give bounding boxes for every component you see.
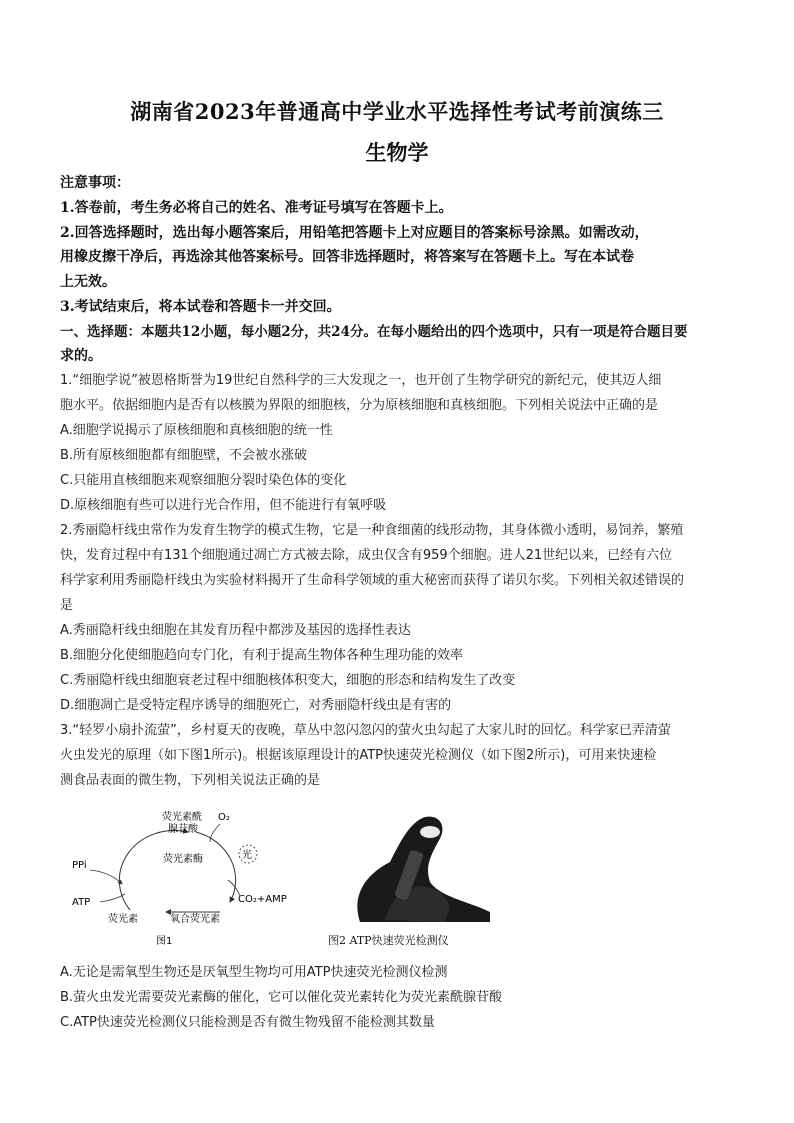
q3-stem: 3.“轻罗小扇扑流萤”，乡村夏天的夜晚，草丛中忽闪忽闪的萤火虫勾起了大家儿时的回忆。科学家已弄清萤	[60, 723, 671, 738]
notice-item: 用橡皮擦干净后，再选涂其他答案标号。回答非选择题时，将答案写在答题卡上。写在本试卷	[60, 249, 634, 265]
q3-stem: 测食品表面的微生物，下列相关说法正确的是	[60, 773, 321, 788]
svg-text:腺苷酸: 腺苷酸	[168, 824, 198, 835]
svg-text:荧光素酰: 荧光素酰	[162, 812, 202, 823]
exam-title: 湖南省2023年普通高中学业水平选择性考试考前演练三	[130, 99, 664, 124]
figure-2-caption: 图2 ATP快速荧光检测仪	[328, 934, 449, 947]
notice-item: 1.答卷前，考生务必将自己的姓名、准考证号填写在答题卡上。	[60, 200, 453, 216]
notice-heading: 注意事项：	[60, 175, 130, 191]
q3-option-c: C.ATP快速荧光检测仪只能检测是否有微生物残留不能检测其数量	[60, 1015, 435, 1030]
svg-text:氧合荧光素: 氧合荧光素	[170, 914, 220, 925]
q3-option-b: B.萤火虫发光需要荧光素酶的催化，它可以催化荧光素转化为荧光素酰腺苷酸	[60, 990, 503, 1005]
q1-option-a: A.细胞学说揭示了原核细胞和真核细胞的统一性	[60, 423, 333, 438]
q3-option-a: A.无论是需氧型生物还是厌氧型生物均可用ATP快速荧光检测仪检测	[60, 965, 448, 980]
svg-text:CO₂+AMP: CO₂+AMP	[238, 894, 287, 905]
q2-option-c: C.秀丽隐杆线虫细胞衰老过程中细胞核体积变大，细胞的形态和结构发生了改变	[60, 673, 516, 688]
figure-1-reaction-cycle	[70, 810, 310, 950]
q1-option-c: C.只能用直核细胞来观察细胞分裂时染色体的变化	[60, 473, 347, 488]
notice-item: 3.考试结束后，将本试卷和答题卡一并交回。	[60, 299, 341, 315]
cycle-arrow-left	[119, 830, 188, 910]
q2-stem: 是	[60, 598, 74, 613]
q1-option-d: D.原核细胞有些可以进行光合作用，但不能进行有氧呼吸	[60, 498, 387, 513]
svg-text:光: 光	[242, 850, 252, 861]
subject-title: 生物学	[365, 140, 429, 165]
svg-text:荧光素酶: 荧光素酶	[163, 854, 203, 865]
q3-stem: 火虫发光的原理（如下图1所示)。根据该原理设计的ATP快速荧光检测仪（如下图2所示)，可用来快速检	[60, 748, 657, 763]
figure-2-detector-photo	[330, 812, 490, 922]
cycle-arrow-right	[196, 832, 236, 902]
svg-text:ATP: ATP	[72, 897, 91, 908]
svg-text:图1: 图1	[156, 936, 173, 947]
svg-text:PPi: PPi	[72, 860, 87, 871]
q2-stem: 快，发育过程中有131个细胞通过凋亡方式被去除，成虫仅含有959个细胞。进人21世纪以来，已经有六位	[60, 548, 673, 563]
q1-stem: 胞水平。依据细胞内是否有以核膜为界限的细胞核，分为原核细胞和真核细胞。下列相关说法中正确的是	[60, 398, 659, 413]
section-heading: 一、选择题：本题共12小题，每小题2分，共24分。在每小题给出的四个选项中，只有一项是符合题目要	[60, 324, 688, 340]
q2-option-a: A.秀丽隐杆线虫细胞在其发育历程中都涉及基因的选择性表达	[60, 623, 411, 638]
notice-item: 上无效。	[60, 274, 116, 290]
q2-stem: 2.秀丽隐杆线虫常作为发育生物学的模式生物，它是一种食细菌的线形动物，其身体微小透明，易饲养，繁殖	[60, 523, 684, 538]
q2-stem: 科学家利用秀丽隐杆线虫为实验材料揭开了生命科学领域的重大秘密而获得了诺贝尔奖。下列相关叙述错误的	[60, 573, 685, 588]
svg-text:荧光素: 荧光素	[108, 914, 138, 925]
q1-option-b: B.所有原核细胞都有细胞壁，不会被水涨破	[60, 448, 308, 463]
svg-text:O₂: O₂	[218, 812, 230, 823]
notice-item: 2.回答选择题时，选出每小题答案后，用铅笔把答题卡上对应题目的答案标号涂黑。如需改动，	[60, 225, 649, 241]
section-heading-cont: 求的。	[60, 348, 102, 364]
q1-stem: 1.“细胞学说”被恩格斯誉为19世纪自然科学的三大发现之一，也开创了生物学研究的新纪元，使其迈人细	[60, 373, 662, 388]
q2-option-b: B.细胞分化使细胞趋向专门化，有利于提高生物体各种生理功能的效率	[60, 648, 464, 663]
q2-option-d: D.细胞凋亡是受特定程序诱导的细胞死亡，对秀丽隐杆线虫是有害的	[60, 698, 452, 713]
